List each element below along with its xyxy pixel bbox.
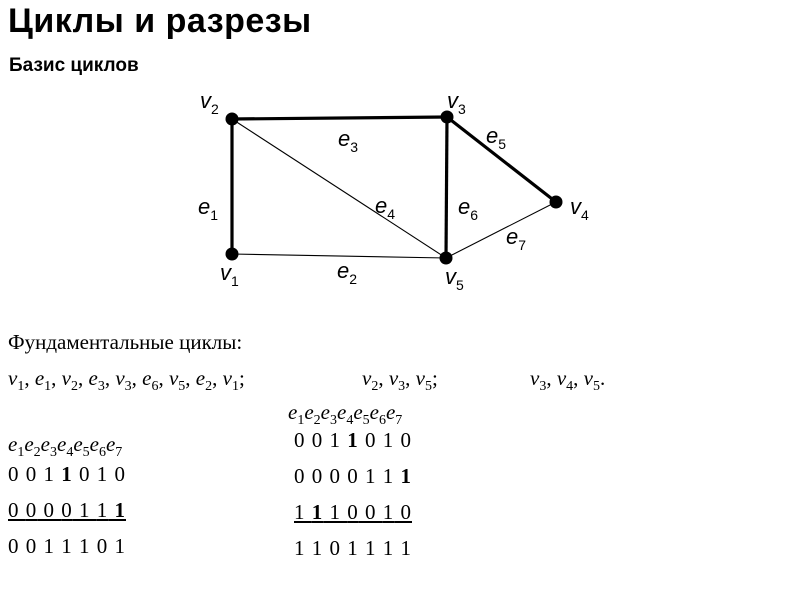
edge-label-e2: $e_2$: [337, 258, 358, 287]
edge-label-e4: $e_4$: [375, 193, 396, 222]
left-row-3: 0 0 1 1 1 0 1: [8, 534, 126, 558]
right-row-4: 1 1 0 1 1 1 1: [294, 536, 412, 560]
vertex-label-v3: $v_3$: [447, 88, 466, 117]
left-row-2: 0 0 0 0 1 1 1: [8, 498, 126, 522]
edge-e6: [446, 117, 447, 258]
cycle-2-text: $v_2$, $v_3$, $v_5$;: [362, 366, 438, 395]
vertex-label-v4: $v_4$: [570, 194, 589, 223]
page-title: Циклы и разрезы: [8, 2, 312, 40]
vertex-label-v2: $v_2$: [200, 88, 219, 117]
vertex-v5: [440, 252, 453, 265]
vertex-v2: [226, 113, 239, 126]
edge-label-e1: $e_1$: [198, 194, 219, 223]
right-row-2: 0 0 0 0 1 1 1: [294, 464, 412, 488]
vertex-v4: [550, 196, 563, 209]
right-row-3: 1 1 1 0 0 1 0: [294, 500, 412, 524]
edge-header-right: $e_1e_2e_3e_4e_5e_6e_7$: [288, 400, 403, 429]
edge-label-e6: $e_6$: [458, 194, 479, 223]
edge-e5: [447, 117, 556, 202]
edge-label-e7: $e_7$: [506, 224, 527, 253]
vertex-v1: [226, 248, 239, 261]
vertex-label-v5: $v_5$: [445, 264, 464, 293]
page-subtitle: Базис циклов: [9, 55, 139, 76]
edge-header-left: $e_1e_2e_3e_4e_5e_6e_7$: [8, 432, 123, 461]
cycle-1-text: $v_1$, $e_1$, $v_2$, $e_3$, $v_3$, $e_6$, $v_5$, $e_2$, $v_1$;: [8, 366, 245, 395]
edge-label-e5: $e_5$: [486, 123, 507, 152]
cycle-3-text: $v_3$, $v_4$, $v_5$.: [530, 366, 606, 395]
fundamental-cycles-label: Фундаментальные циклы:: [8, 330, 243, 354]
left-row-1: 0 0 1 1 0 1 0: [8, 462, 126, 486]
edge-label-e3: $e_3$: [338, 126, 359, 155]
edge-e3: [232, 117, 447, 119]
vertex-label-v1: $v_1$: [220, 260, 239, 289]
right-row-1: 0 0 1 1 0 1 0: [294, 428, 412, 452]
